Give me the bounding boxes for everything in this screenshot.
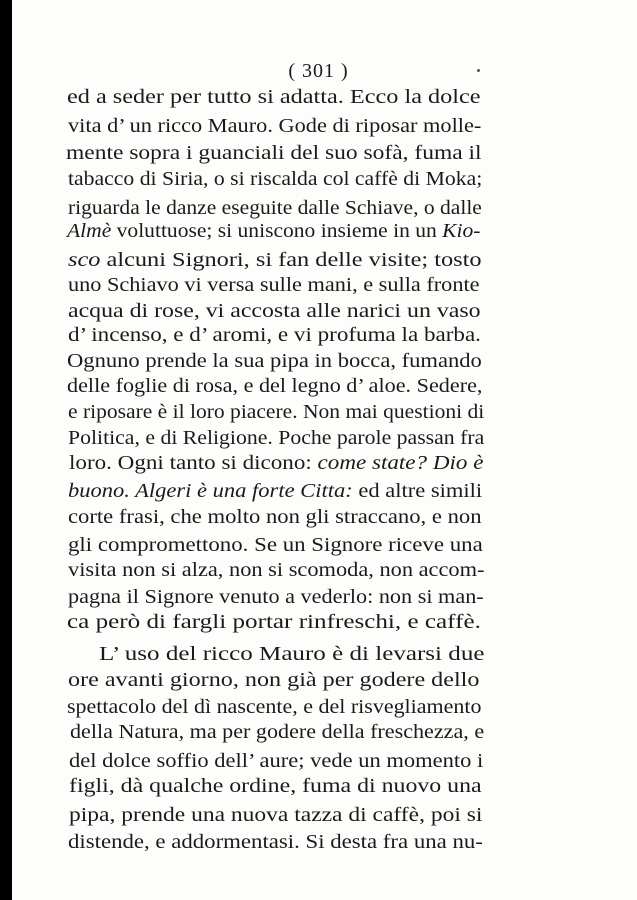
italic-text: sco <box>68 249 101 271</box>
text-segment: ed a seder per tutto si adatta. Ecco la dolce <box>67 86 481 108</box>
text-line <box>70 722 484 743</box>
text-line <box>69 776 482 797</box>
text-segment: tabacco di Siria, o si riscalda col caffè di Moka; <box>68 168 483 190</box>
text-line <box>67 612 481 633</box>
text-line <box>66 143 482 164</box>
text-segment: del dolce soffio dell’ aure; vede un momento i <box>69 750 484 772</box>
text-segment: vita d’ un ricco Mauro. Gode di riposar molle- <box>68 115 482 137</box>
text-segment: Politica, e di Religione. Poche parole passan fra <box>68 427 485 449</box>
text-line <box>68 169 482 190</box>
text-line <box>69 453 483 474</box>
text-segment: Ognuno prende la sua pipa in bocca, fumando <box>67 350 482 372</box>
text-line <box>67 87 481 108</box>
text-line <box>67 221 480 242</box>
text-segment: pipa, prende una nuova tazza di caffè, poi si <box>69 804 483 826</box>
text-segment: gli compromettono. Se un Signore riceve una <box>68 534 483 556</box>
italic-text: come state? Dio è <box>317 452 484 474</box>
ink-speck <box>477 69 480 72</box>
italic-text: Almè <box>67 220 112 242</box>
text-segment: alcuni Signori, si fan delle visite; tosto <box>100 249 482 271</box>
text-line <box>68 275 480 296</box>
text-segment: della Natura, ma per godere della freschezza, e <box>70 721 485 743</box>
text-segment: riguarda le danze eseguite dalle Schiave, o dalle <box>68 197 482 219</box>
text-segment: e riposare è il loro piacere. Non mai questioni di <box>68 401 485 423</box>
italic-text: Kio- <box>442 220 481 242</box>
text-line <box>69 751 483 772</box>
text-segment: delle foglie di rosa, e del legno d’ aloe. Sedere, <box>67 375 483 397</box>
text-line <box>68 325 481 346</box>
text-line <box>68 428 484 449</box>
text-line <box>68 301 481 322</box>
text-line <box>68 670 479 691</box>
italic-text: buono. Algeri è una forte Citta: <box>68 480 353 502</box>
text-segment: spettacolo del dì nascente, e del risvegliamento <box>67 696 482 718</box>
text-segment: mente sopra i guanciali del suo sofà, fuma il <box>66 142 482 164</box>
text-segment: ore avanti giorno, non già per godere dello <box>68 669 480 691</box>
text-segment: d’ incenso, e d’ aromi, e vi profuma la barba. <box>68 324 481 346</box>
text-line <box>68 587 484 608</box>
text-segment: figli, dà qualche ordine, fuma di nuovo una <box>69 775 482 797</box>
text-segment: uno Schiavo vi versa sulle mani, e sulla fronte <box>68 274 480 296</box>
text-line <box>99 644 484 665</box>
text-segment: distende, e addormentasi. Si desta fra una nu- <box>68 831 483 853</box>
text-line <box>67 697 481 718</box>
text-line <box>68 832 483 853</box>
text-segment: acqua di rose, vi accosta alle narici un vaso <box>68 300 481 322</box>
text-line <box>68 250 482 271</box>
text-line <box>67 351 482 372</box>
text-line <box>68 507 482 528</box>
scan-gutter <box>0 0 12 900</box>
text-segment: pagna il Signore venuto a vederlo: non si man- <box>68 586 484 608</box>
text-segment: voluttuose; si uniscono insieme in un <box>111 220 443 242</box>
text-segment: ca però di fargli portar rinfreschi, e caffè. <box>67 611 481 633</box>
page-number: ( 301 ) <box>288 60 349 82</box>
text-line <box>68 116 481 137</box>
text-segment: visita non si alza, non si scomoda, non accom- <box>68 559 485 581</box>
text-line <box>68 198 482 219</box>
text-line <box>68 402 484 423</box>
text-line <box>68 560 484 581</box>
text-line <box>69 805 482 826</box>
text-segment: ed altre simili <box>352 480 483 502</box>
text-line <box>67 376 482 397</box>
text-segment: loro. Ogni tanto si dicono: <box>69 452 318 474</box>
text-line <box>68 535 483 556</box>
text-segment: L’ uso del ricco Mauro è di levarsi due <box>99 643 485 665</box>
text-segment: corte frasi, che molto non gli straccano, e non <box>68 506 482 528</box>
text-line <box>68 481 482 502</box>
